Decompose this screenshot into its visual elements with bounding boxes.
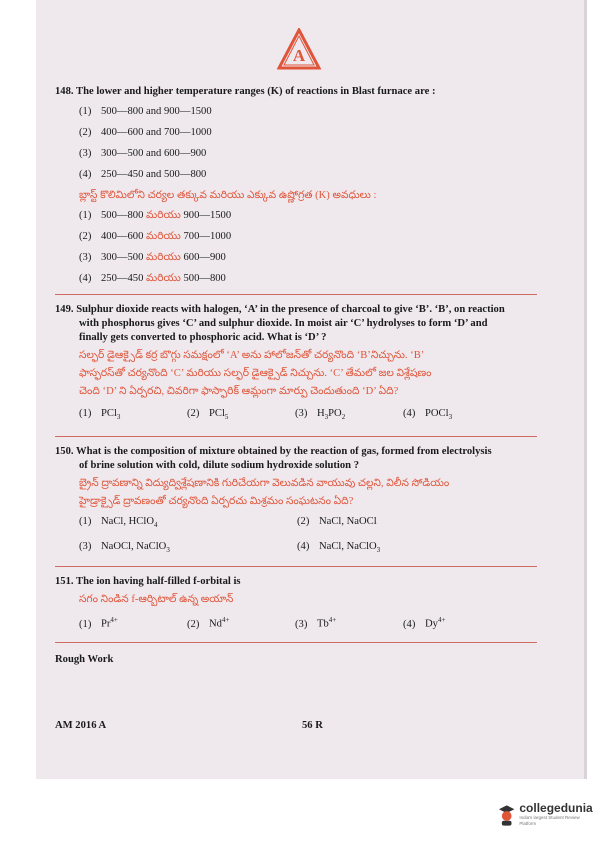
question-number: 149.	[55, 304, 74, 315]
question-number: 151.	[55, 576, 74, 588]
divider	[55, 642, 537, 643]
telugu-line: సల్ఫర్ డైఆక్సైడ్ కర్ర బొగ్గు సమక్షంలో ‘A’ అను హాలోజన్‌తో చర్యనొంది ‘B’నిచ్చును. ‘B’	[79, 350, 425, 361]
option-1: (1) NaCl, HClO$_4$	[79, 516, 158, 530]
options-row	[55, 609, 537, 636]
options-row	[55, 536, 537, 561]
question-number: 148.	[55, 86, 74, 97]
option-2: (2) 400—600 and 700—1000	[79, 127, 212, 138]
question-148	[55, 85, 537, 99]
option-4: (4) POCl$_3$	[403, 408, 453, 422]
graduate-icon	[498, 804, 515, 826]
sheet-edge	[584, 0, 587, 779]
telugu-option-2: (2) 400—600 మరియు 700—1000	[79, 231, 232, 242]
version-badge	[277, 28, 321, 70]
telugu-line: చెంది ‘D’ ని ఏర్పరచి, చివరిగా ఫాస్ఫారిక్ ఆమ్లంగా మార్పు చెందుతుంది ‘D’ ఏది?	[79, 386, 399, 397]
options-row	[55, 511, 537, 536]
option-2: (2) $Nd^{4+}$	[187, 616, 230, 630]
question-text: The lower and higher temperature ranges (K) of reactions in Blast furnace are :	[76, 86, 436, 97]
divider	[55, 294, 537, 295]
option-1: (1) $Pr^{4+}$	[79, 616, 118, 630]
option-3: (3) NaOCl, NaClO$_3$	[79, 541, 170, 555]
divider	[55, 566, 537, 567]
telugu-line: సగం నిండిన f-ఆర్బిటాల్ ఉన్న అయాన్	[79, 594, 234, 606]
option-4: (4) $Dy^{4+}$	[403, 616, 446, 630]
telugu-option-4: (4) 250—450 మరియు 500—800	[79, 273, 226, 284]
telugu-option-1: (1) 500—800 మరియు 900—1500	[79, 210, 232, 221]
telugu-option-3: (3) 300—500 మరియు 600—900	[79, 252, 226, 263]
question-text-line: with phosphorus gives ‘C’ and sulphur dioxide. In moist air ‘C’ hydrolyses to form ‘D’ and	[79, 318, 488, 329]
option-1: (1) 500—800 and 900—1500	[79, 106, 212, 117]
question-telugu: బ్లాస్ట్ కొలిమిలోని చర్యల తక్కువ మరియు ఎక్కువ ఉష్ణోగ్రత (K) అవధులు :	[79, 190, 377, 201]
question-text-line: finally gets converted to phosphoric acid. What is ‘D’ ?	[79, 332, 327, 343]
badge-letter: A	[292, 46, 306, 65]
question-151	[55, 575, 537, 589]
question-149	[55, 303, 537, 317]
question-text: The ion having half-filled f-orbital is	[76, 576, 241, 588]
paper-code: AM 2016 A	[55, 720, 107, 731]
option-2: (2) PCl$_5$	[187, 408, 229, 422]
page-number: 56 R	[302, 720, 323, 731]
question-text-line: of brine solution with cold, dilute sodium hydroxide solution ?	[79, 460, 360, 472]
collegedunia-logo	[498, 802, 595, 827]
option-3: (3) $Tb^{4+}$	[295, 616, 337, 630]
logo-brand: collegedunia	[519, 801, 593, 815]
telugu-line: హైడ్రాక్సైడ్ ద్రావణంతో చర్యనొంది ఏర్పరచు మిశ్రమం సంఘటనం ఏది?	[79, 496, 354, 508]
telugu-line: ఫాస్ఫరస్‌తో చర్యనొంది ‘C’ మరియు సల్ఫర్ డైఆక్సైడ్ నిచ్చును. ‘C’ తేమలో జల విశ్లేషణం	[79, 368, 432, 379]
telugu-line: బ్రైన్ ద్రావణాన్ని విద్యుద్విశ్లేషణానికి గురిచేయగా వెలువడిన వాయువు చల్లని, విలీన సోడియం	[79, 478, 450, 490]
option-4: (4) NaCl, NaClO$_3$	[297, 541, 381, 555]
rough-work-label: Rough Work	[55, 654, 114, 665]
option-3: (3) 300—500 and 600—900	[79, 148, 207, 159]
option-4: (4) 250—450 and 500—800	[79, 169, 207, 180]
question-150	[55, 445, 537, 459]
option-2: (2) NaCl, NaOCl	[297, 516, 377, 528]
divider	[55, 436, 537, 437]
question-text-line: What is the composition of mixture obtained by the reaction of gas, formed from electrolysis	[76, 446, 492, 458]
option-1: (1) PCl$_3$	[79, 408, 121, 422]
questions-area	[55, 85, 537, 651]
question-text-line: Sulphur dioxide reacts with halogen, ‘A’ in the presence of charcoal to give ‘B’. ‘B’, on reaction	[76, 304, 505, 315]
question-number: 150.	[55, 446, 74, 458]
option-3: (3) $H_3PO_2$	[295, 408, 346, 422]
logo-tagline: India's largest Student Review Platform	[519, 815, 580, 826]
options-row	[55, 403, 537, 428]
